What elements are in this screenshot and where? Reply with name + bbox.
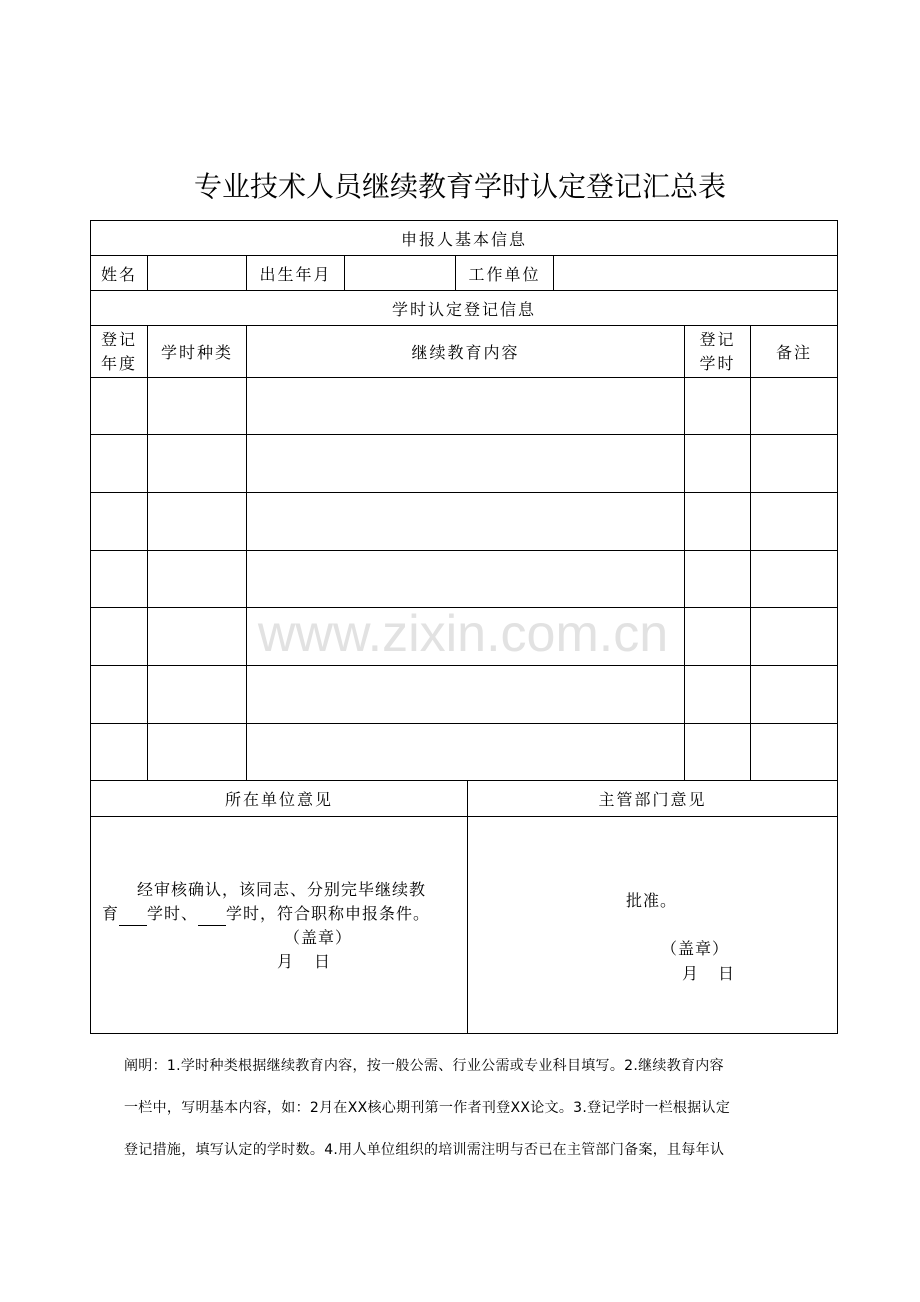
unit-opinion-line2 (102, 902, 430, 926)
table-row-7-hours[interactable] (685, 724, 750, 780)
table-row-3-year[interactable] (91, 493, 147, 550)
table-row-3-type[interactable] (148, 493, 246, 550)
table-row-4-type[interactable] (148, 551, 246, 607)
table-row-5-remark[interactable] (751, 608, 837, 665)
table-row-2-year[interactable] (91, 435, 147, 492)
page-title: 专业技术人员继续教育学时认定登记汇总表 (193, 170, 726, 203)
unit-opinion-line2-start: 育 (102, 904, 120, 923)
unit-opinion-line1: 经审核确认，该同志、分别完毕继续教 (137, 880, 427, 899)
table-row-1-type[interactable] (148, 378, 246, 434)
table-row-2-content[interactable] (247, 435, 684, 492)
hours-blank-2[interactable] (198, 909, 226, 926)
table-row-3-content[interactable] (247, 493, 684, 550)
table-row-5-year[interactable] (91, 608, 147, 665)
birth-date-label: 出生年月 (259, 264, 332, 284)
column-header-type: 学时种类 (160, 343, 233, 362)
department-opinion-header: 主管部门意见 (598, 790, 707, 809)
hours-blank-1[interactable] (119, 909, 147, 926)
table-row-6-hours[interactable] (685, 666, 750, 723)
unit-date-month: 月 (277, 952, 295, 971)
table-row-2-hours[interactable] (685, 435, 750, 492)
table-row-1-year[interactable] (91, 378, 147, 434)
table-row-2-type[interactable] (148, 435, 246, 492)
column-header-year-line1: 登记 (100, 329, 137, 349)
table-row-1-hours[interactable] (685, 378, 750, 434)
column-header-remark: 备注 (775, 343, 812, 362)
table-row-3-hours[interactable] (685, 493, 750, 550)
note-line-3: 登记措施，填写认定的学时数。4.用人单位组织的培训需注明与否已在主管部门备案，且每年认 (124, 1142, 725, 1158)
table-divider (467, 780, 468, 1033)
table-row-5-content[interactable] (247, 608, 684, 665)
table-row-7-content[interactable] (247, 724, 684, 780)
work-unit-field[interactable] (554, 256, 837, 290)
note-line-1: 阐明：1.学时种类根据继续教育内容，按一般公需、行业公需或专业科目填写。2.继续教育内容 (124, 1058, 724, 1074)
section-header-hours-info: 学时认定登记信息 (391, 299, 536, 319)
unit-opinion-header: 所在单位意见 (224, 790, 333, 809)
table-row-3-remark[interactable] (751, 493, 837, 550)
table-rule (90, 816, 838, 817)
column-header-content: 继续教育内容 (411, 343, 520, 362)
department-seal: （盖章） (661, 939, 730, 958)
table-row-6-type[interactable] (148, 666, 246, 723)
watermark: www.zixin.com.cn (257, 605, 669, 663)
department-approve-text: 批准。 (626, 891, 678, 910)
table-row-1-remark[interactable] (751, 378, 837, 434)
column-header-hours (685, 326, 750, 377)
table-row-5-hours[interactable] (685, 608, 750, 665)
department-date-month: 月 (682, 964, 700, 983)
note-line-2: 一栏中，写明基本内容，如：2月在XX核心期刊第一作者刊登XX论文。3.登记学时一栏根据认定 (124, 1100, 731, 1116)
column-header-hours-line1: 登记 (699, 329, 736, 349)
table-row-6-year[interactable] (91, 666, 147, 723)
table-row-4-remark[interactable] (751, 551, 837, 607)
table-row-7-remark[interactable] (751, 724, 837, 780)
table-row-7-type[interactable] (148, 724, 246, 780)
table-row-6-content[interactable] (247, 666, 684, 723)
birth-date-field[interactable] (345, 256, 455, 290)
table-row-7-year[interactable] (91, 724, 147, 780)
table-row-4-hours[interactable] (685, 551, 750, 607)
column-header-hours-line2: 学时 (699, 353, 736, 373)
department-date-day: 日 (718, 964, 736, 983)
unit-seal: （盖章） (284, 928, 353, 947)
name-field[interactable] (148, 256, 246, 290)
section-header-basic-info: 申报人基本信息 (400, 229, 527, 249)
table-row-5-type[interactable] (148, 608, 246, 665)
unit-opinion-line2-end: 学时，符合职称申报条件。 (226, 904, 431, 923)
table-border-bottom (90, 1033, 838, 1034)
work-unit-label: 工作单位 (468, 264, 541, 284)
unit-date-day: 日 (314, 952, 332, 971)
unit-opinion-line2-mid: 学时、 (147, 904, 199, 923)
table-row-4-content[interactable] (247, 551, 684, 607)
column-header-year-line2: 年度 (100, 353, 137, 373)
table-row-1-content[interactable] (247, 378, 684, 434)
table-row-6-remark[interactable] (751, 666, 837, 723)
table-row-2-remark[interactable] (751, 435, 837, 492)
table-row-4-year[interactable] (91, 551, 147, 607)
column-header-year (91, 326, 147, 377)
table-border-right (837, 220, 838, 1034)
name-label: 姓名 (100, 264, 137, 284)
